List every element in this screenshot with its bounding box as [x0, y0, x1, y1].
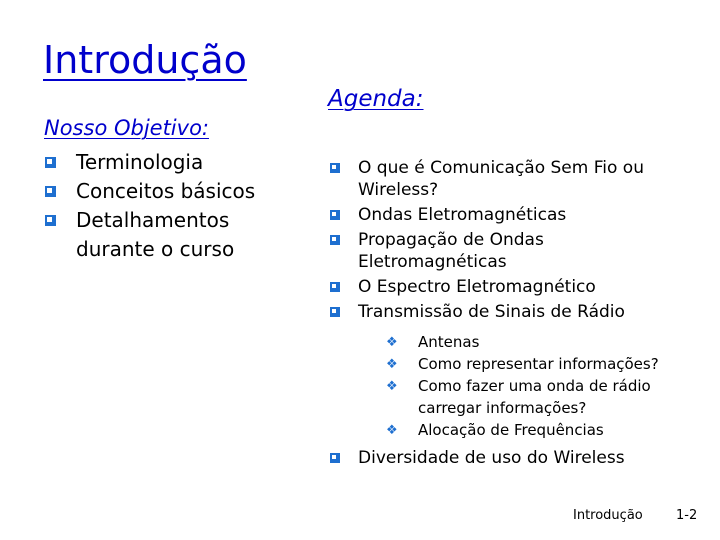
- agenda-list: [330, 157, 700, 472]
- list-item: [44, 206, 266, 264]
- checkbox-bullet-icon: [45, 186, 56, 197]
- agenda-sublist: [358, 331, 700, 441]
- list-item: [330, 229, 598, 273]
- sub-list-item: [386, 419, 700, 441]
- list-item-label: Conceitos básicos: [76, 179, 256, 203]
- slide-title: Introdução: [43, 38, 247, 82]
- checkbox-bullet-icon: [330, 307, 340, 317]
- list-item-label: Transmissão de Sinais de Rádio: [358, 302, 625, 322]
- sub-list-item: [386, 331, 700, 353]
- list-item-label: Detalhamentos durante o curso: [76, 208, 235, 261]
- list-item-label: O Espectro Eletromagnético: [358, 277, 596, 297]
- sub-list-item-label: Antenas: [418, 333, 480, 351]
- list-item: [330, 447, 700, 469]
- objective-heading: Nosso Objetivo:: [44, 116, 209, 140]
- objective-list: [44, 148, 304, 264]
- list-item-label: Terminologia: [76, 150, 204, 174]
- list-item: [44, 177, 304, 206]
- agenda-heading: Agenda:: [328, 86, 424, 112]
- sub-list-item-label: Como representar informações?: [418, 355, 659, 373]
- checkbox-bullet-icon: [330, 453, 340, 463]
- checkbox-bullet-icon: [45, 157, 56, 168]
- checkbox-bullet-icon: [330, 282, 340, 292]
- list-item: [330, 204, 700, 226]
- checkbox-bullet-icon: [330, 163, 340, 173]
- list-item-label: Ondas Eletromagnéticas: [358, 205, 567, 225]
- checkbox-bullet-icon: [330, 210, 340, 220]
- checkbox-bullet-icon: [330, 235, 340, 245]
- sub-list-item: [386, 353, 700, 375]
- list-item-label: Diversidade de uso do Wireless: [358, 448, 625, 468]
- list-item: [330, 301, 700, 441]
- diamond-bullet-icon: ❖: [386, 379, 398, 394]
- checkbox-bullet-icon: [45, 215, 56, 226]
- list-item-label: O que é Comunicação Sem Fio ou Wireless?: [358, 158, 644, 200]
- list-item: [44, 148, 304, 177]
- diamond-bullet-icon: ❖: [386, 357, 398, 372]
- diamond-bullet-icon: ❖: [386, 423, 398, 438]
- footer-section-label: Introdução: [573, 508, 643, 523]
- diamond-bullet-icon: ❖: [386, 335, 398, 350]
- list-item: [330, 157, 668, 201]
- sub-list-item-label: Alocação de Frequências: [418, 421, 604, 439]
- list-item-label: Propagação de Ondas Eletromagnéticas: [358, 230, 544, 272]
- list-item: [330, 276, 700, 298]
- page-number: 1-2: [676, 508, 698, 523]
- sub-list-item: [386, 375, 678, 419]
- sub-list-item-label: Como fazer uma onda de rádio carregar informações?: [418, 377, 651, 417]
